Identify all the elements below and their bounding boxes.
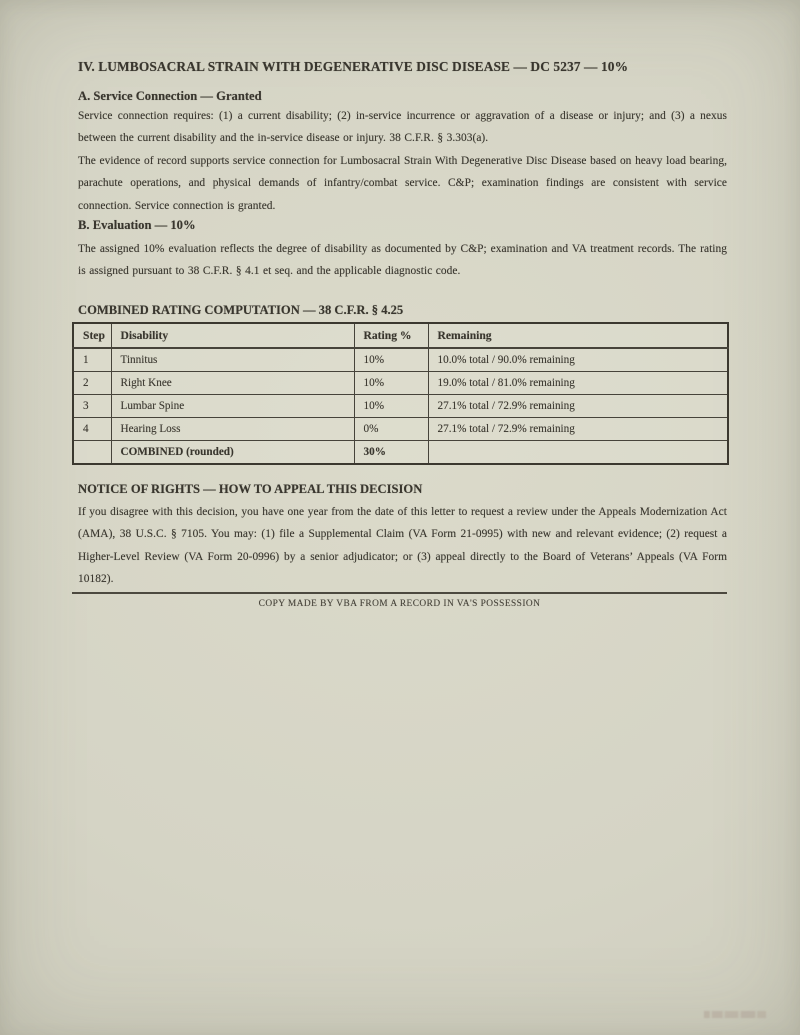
- combined-rating-table-wrapper: [72, 322, 727, 465]
- table-header-row: [73, 323, 728, 348]
- service-connection-evidence-paragraph: The evidence of record supports service connection for Lumbosacral Strain With Degenerative Disc Disease based on heavy load bearing, parachute operations, and physical demands of infantry/combat service. C&P; examination findings are consistent with service connection. Service connection is granted.: [78, 155, 727, 212]
- cell-rating: 0%: [354, 418, 428, 441]
- vba-copy-stamp: COPY MADE BY VBA FROM A RECORD IN VA'S POSSESSION: [258, 599, 541, 609]
- cell-disability: Tinnitus: [111, 348, 354, 372]
- cell-rating: 10%: [354, 372, 428, 395]
- col-header-step: Step: [73, 323, 111, 348]
- evaluation-paragraph: The assigned 10% evaluation reflects the degree of disability as documented by C&P; examination and VA treatment records. The rating is assigned pursuant to 38 C.F.R. § 4.1 et seq. and the applicable diagnostic code.: [78, 243, 727, 278]
- cell-disability: Hearing Loss: [111, 418, 354, 441]
- col-header-remaining: Remaining: [428, 323, 728, 348]
- cell-remaining: 27.1% total / 72.9% remaining: [428, 418, 728, 441]
- service-connection-heading: A. Service Connection — Granted: [78, 89, 262, 103]
- cell-step: 3: [73, 395, 111, 418]
- notice-of-rights-heading: NOTICE OF RIGHTS — HOW TO APPEAL THIS DECISION: [78, 482, 423, 496]
- cell-rating-combined: 30%: [354, 441, 428, 465]
- table-row-combined-total: [73, 441, 728, 465]
- scan-artifact-watermark: [704, 1011, 766, 1018]
- cell-remaining: 27.1% total / 72.9% remaining: [428, 395, 728, 418]
- cell-disability: Lumbar Spine: [111, 395, 354, 418]
- cell-rating: 10%: [354, 395, 428, 418]
- evaluation-heading: B. Evaluation — 10%: [78, 218, 196, 232]
- service-connection-requirements-paragraph: Service connection requires: (1) a current disability; (2) in-service incurrence or aggravation of a disease or injury; and (3) a nexus between the current disability and the in-service disease or injury. 38 C.F.R. § 3.303(a).: [78, 110, 727, 145]
- notice-of-rights-paragraph: If you disagree with this decision, you have one year from the date of this letter to request a review under the Appeals Modernization Act (AMA), 38 U.S.C. § 7105. You may: (1) file a Supplemental Claim (VA Form 21-0995) with new and relevant evidence; (2) request a Higher-Level Review (VA Form 20-0996) by a senior adjudicator; or (3) appeal directly to the Board of Veterans’ Appeals (VA Form 10182).: [78, 506, 727, 586]
- combined-rating-heading: COMBINED RATING COMPUTATION — 38 C.F.R. § 4.25: [78, 303, 404, 317]
- table-row: [73, 418, 728, 441]
- cell-remaining: [428, 441, 728, 465]
- cell-remaining: 10.0% total / 90.0% remaining: [428, 348, 728, 372]
- section-iv-title: IV. LUMBOSACRAL STRAIN WITH DEGENERATIVE DISC DISEASE — DC 5237 — 10%: [78, 59, 629, 74]
- cell-step: 2: [73, 372, 111, 395]
- combined-rating-table: [72, 322, 729, 465]
- table-row: [73, 395, 728, 418]
- table-row: [73, 372, 728, 395]
- cell-step: [73, 441, 111, 465]
- table-row: [73, 348, 728, 372]
- cell-disability-combined: COMBINED (rounded): [111, 441, 354, 465]
- col-header-disability: Disability: [111, 323, 354, 348]
- cell-remaining: 19.0% total / 81.0% remaining: [428, 372, 728, 395]
- cell-disability: Right Knee: [111, 372, 354, 395]
- cell-step: 1: [73, 348, 111, 372]
- col-header-rating: Rating %: [354, 323, 428, 348]
- footer-divider-rule: [72, 592, 727, 594]
- cell-rating: 10%: [354, 348, 428, 372]
- cell-step: 4: [73, 418, 111, 441]
